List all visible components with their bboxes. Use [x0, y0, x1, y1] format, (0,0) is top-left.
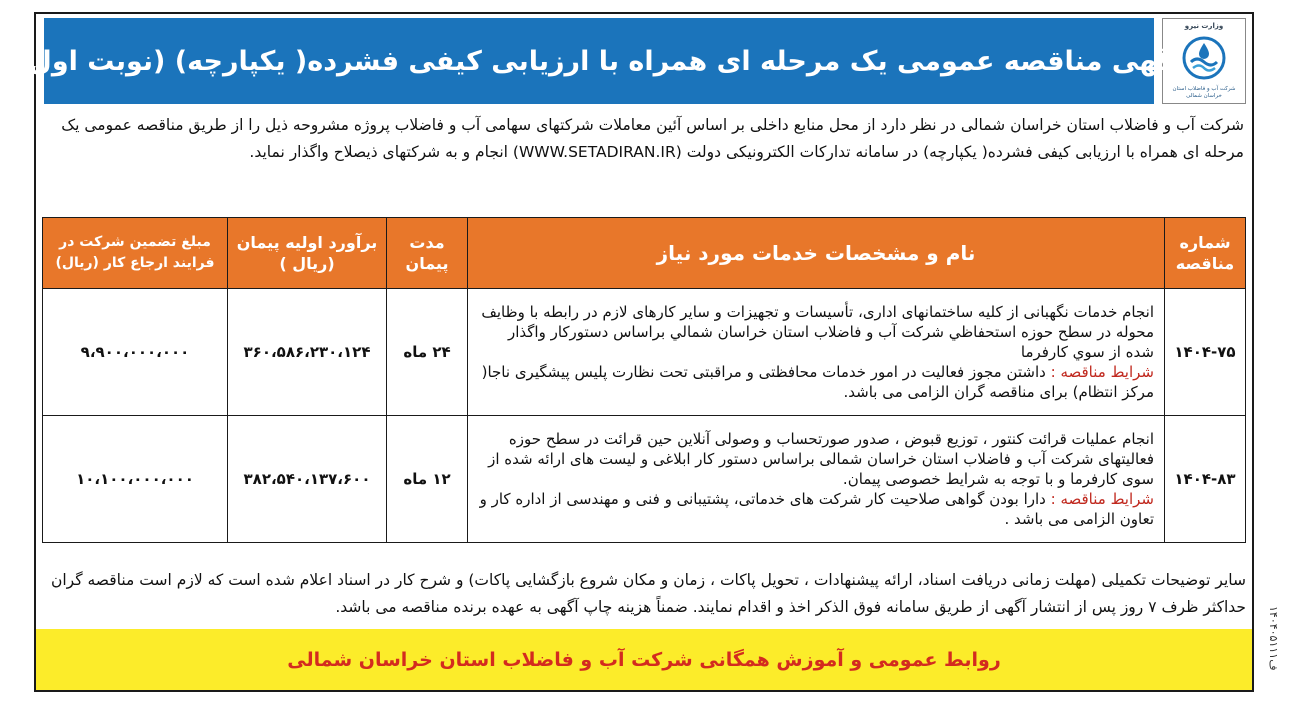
description-text: انجام عملیات قرائت کنتور ، توزیع قبوض ، صدور صورتحساب و وصولی آنلاین حین قرائت در سطح حوزه فعالیتهای شرکت آب و فاضلاب استان خراسان شمالی براساس دستور کار ابلاغی و لیست های ارائه شده از سوی کارفرما و با توجه به شرایط خصوصی پیمان. [488, 430, 1154, 488]
tender-number: ۱۴۰۴-۸۳ [1165, 416, 1246, 543]
notice-title: آگهی مناقصه عمومی یک مرحله ای همراه با ارزیابی کیفی فشرده( یکپارچه) (نوبت اول) [16, 45, 1182, 77]
notice-header [16, 14, 1252, 109]
side-reference-code: ف۱۴۰۴۰۵۱۱۱ [1267, 605, 1280, 671]
table-header-row [43, 218, 1246, 289]
table-row [43, 416, 1246, 543]
additional-notes: سایر توضیحات تکمیلی (مهلت زمانی دریافت اسناد، ارائه پیشنهادات ، تحویل پاکات ، زمان و مکان شروع بازگشایی پاکات) و شرح کار در اسناد اعلام شده است که لازم است مناقصه گران حداکثر ظرف ۷ روز پس از انتشار آگهی از طریق سامانه فوق الذکر اخذ و اقدام نمایند. ضمناً هزینه چاپ آگهی به عهده برنده مناقصه می باشد. [50, 571, 1246, 616]
condition-text: داشتن مجوز فعالیت در امور خدمات محافظتی و مراقبتی تحت نظارت پلیس پیشگیری ناجا( مرکز انتظام) برای مناقصه گران الزامی می باشد. [481, 363, 1154, 401]
title-banner [16, 18, 1182, 104]
service-description [468, 416, 1165, 543]
contract-duration: ۱۲ ماه [387, 416, 468, 543]
condition-label: شرایط مناقصه : [1050, 363, 1154, 381]
signature-banner [36, 629, 1252, 690]
header-tender-number: شماره مناقصه [1165, 218, 1246, 289]
tender-number: ۱۴۰۴-۷۵ [1165, 289, 1246, 416]
water-drop-logo-icon [1181, 35, 1227, 81]
tender-table [42, 217, 1246, 543]
notice-frame [16, 12, 1254, 692]
header-estimate: برآورد اولیه پیمان (ریال ) [228, 218, 387, 289]
initial-estimate: ۳۶۰،۵۸۶،۲۳۰،۱۲۴ [228, 289, 387, 416]
header-duration: مدت پیمان [387, 218, 468, 289]
guarantee-amount: ۹،۹۰۰،۰۰۰،۰۰۰ [43, 289, 228, 416]
header-guarantee: مبلغ تضمین شرکت در فرایند ارجاع کار (ریال) [43, 218, 228, 289]
header-description: نام و مشخصات خدمات مورد نیاز [468, 218, 1165, 289]
guarantee-amount: ۱۰،۱۰۰،۰۰۰،۰۰۰ [43, 416, 228, 543]
public-relations-signature: روابط عمومی و آموزش همگانی شرکت آب و فاضلاب استان خراسان شمالی [287, 648, 1001, 671]
contract-duration: ۲۴ ماه [387, 289, 468, 416]
initial-estimate: ۳۸۲،۵۴۰،۱۳۷،۶۰۰ [228, 416, 387, 543]
condition-text: دارا بودن گواهی صلاحیت کار شرکت های خدماتی، پشتیبانی و فنی و مهندسی از اداره کار و تعاون الزامی می باشد . [479, 490, 1154, 528]
description-text: انجام خدمات نگهبانی از کلیه ساختمانهای اداری، تأسیسات و تجهیزات و سایر کارهای لازم در رابطه با وظایف محوله در سطح حوزه استحفاظي شركت آب و فاضلاب استان خراسان شمالي براساس دستوركار واگذار شده از سوي كارفرما [481, 303, 1154, 361]
table-row [43, 289, 1246, 416]
service-description [468, 289, 1165, 416]
intro-paragraph: شرکت آب و فاضلاب استان خراسان شمالی در نظر دارد از محل منابع داخلی بر اساس آئین معاملات شرکتهای سهامی آب و فاضلاب پروژه مشروحه ذیل را از طریق مناقصه عمومی یک مرحله ای همراه با ارزیابی کیفی فشرده( یکپارچه) در سامانه تدارکات الکترونیکی دولت (WWW.SETADIRAN.IR) انجام و به شرکتهای ذیصلاح واگذار نماید. [61, 116, 1244, 161]
logo-company-text: شرکت آب و فاضلاب استان خراسان شمالی [1172, 86, 1236, 99]
condition-label: شرایط مناقصه : [1050, 490, 1154, 508]
logo-ministry-text: وزارت نیرو [1184, 22, 1224, 30]
